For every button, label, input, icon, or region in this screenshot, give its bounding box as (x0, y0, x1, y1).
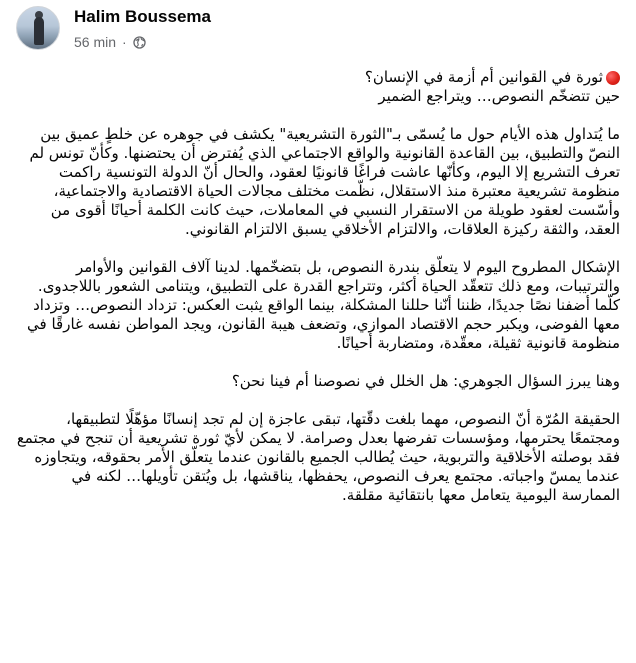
post-paragraph-2: الإشكال المطروح اليوم لا يتعلّق بندرة النصوص، بل بتضخّمها. لدينا آلاف القوانين والأوامر والترتيبات، ومع ذلك تتعقّد الحياة أكثر، وتتراجع القدرة على التطبيق، ويتنامى الشعور باللاجدوى. كلّما أضفنا نصًا جديدًا، ظننا أنّنا حللنا المشكلة، بينما الواقع يثبت العكس: تزداد النصوص… وتزداد معها الفوضى، ويكبر حجم الاقتصاد الموازي، وتضعف هيبة القانون، ويجد المواطن نفسه غارقًا في منظومة قانونية ثقيلة، معقّدة، ومتضاربة أحيانًا. (27, 258, 620, 352)
author-name[interactable]: Halim Boussema (74, 7, 211, 26)
post-paragraph-1: ما يُتداول هذه الأيام حول ما يُسمّى بـ"الثورة التشريعية" يكشف في جوهره عن خلطٍ عميق بين النصّ والتطبيق، بين القاعدة القانونية والواقع الاجتماعي الذي يُفترض أن يحتضنها. وكأنّ تونس لم تعرف التشريع إلا اليوم، وكأنّها عاشت فراغًا قانونيًا لعقود، والحال أنّ الدولة التونسية راكمت منظومة تشريعية معتبرة منذ الاستقلال، نظّمت مختلف مجالات الحياة الاقتصادية والاجتماعية، وأسّست لعقود طويلة من الاستقرار النسبي في المعاملات، حيث كانت الكلمة أحيانًا أقوى من العقد، والثقة ركيزة العلاقات، والالتزام الأخلاقي يسبق الالتزام القانوني. (29, 125, 620, 238)
post-paragraph-3: وهنا يبرز السؤال الجوهري: هل الخلل في نصوصنا أم فينا نحن؟ (231, 372, 620, 390)
post-subtitle: حين تتضخّم النصوص… ويتراجع الضمير (378, 87, 620, 105)
post-title: ثورة في القوانين أم أزمة في الإنسان؟ (364, 68, 603, 86)
author-avatar[interactable] (16, 6, 60, 50)
post-time[interactable]: 56 min (74, 34, 117, 50)
post-title-line (16, 68, 620, 87)
red-circle-icon (606, 71, 620, 85)
avatar-figure-shape (34, 17, 44, 45)
post-meta (74, 34, 146, 50)
globe-icon[interactable] (133, 36, 146, 49)
post-paragraph-4: الحقيقة المُرّة أنّ النصوص، مهما بلغت دقّتها، تبقى عاجزة إن لم تجد إنسانًا مؤهّلًا لتطبيقها، ومجتمعًا يحترمها، ومؤسسات تفرضها بعدل وصرامة. لا يمكن لأيّ ثورة تشريعية أن تنجح في مجتمع فقد بوصلته الأخلاقية والتربوية، حيث يُطالب الجميع بالقانون عندما يتعلّق الأمر بحقوقه، ويتجاوزه عندما يمسّ واجباته. مجتمع يعرف النصوص، يحفظها، يناقشها، بل ويُتقن تأويلها… لكنه في الممارسة اليومية يتعامل معها بانتقائية مقلقة. (16, 410, 620, 504)
post-body (16, 68, 620, 505)
meta-separator: · (122, 34, 127, 50)
post-header (16, 6, 616, 54)
